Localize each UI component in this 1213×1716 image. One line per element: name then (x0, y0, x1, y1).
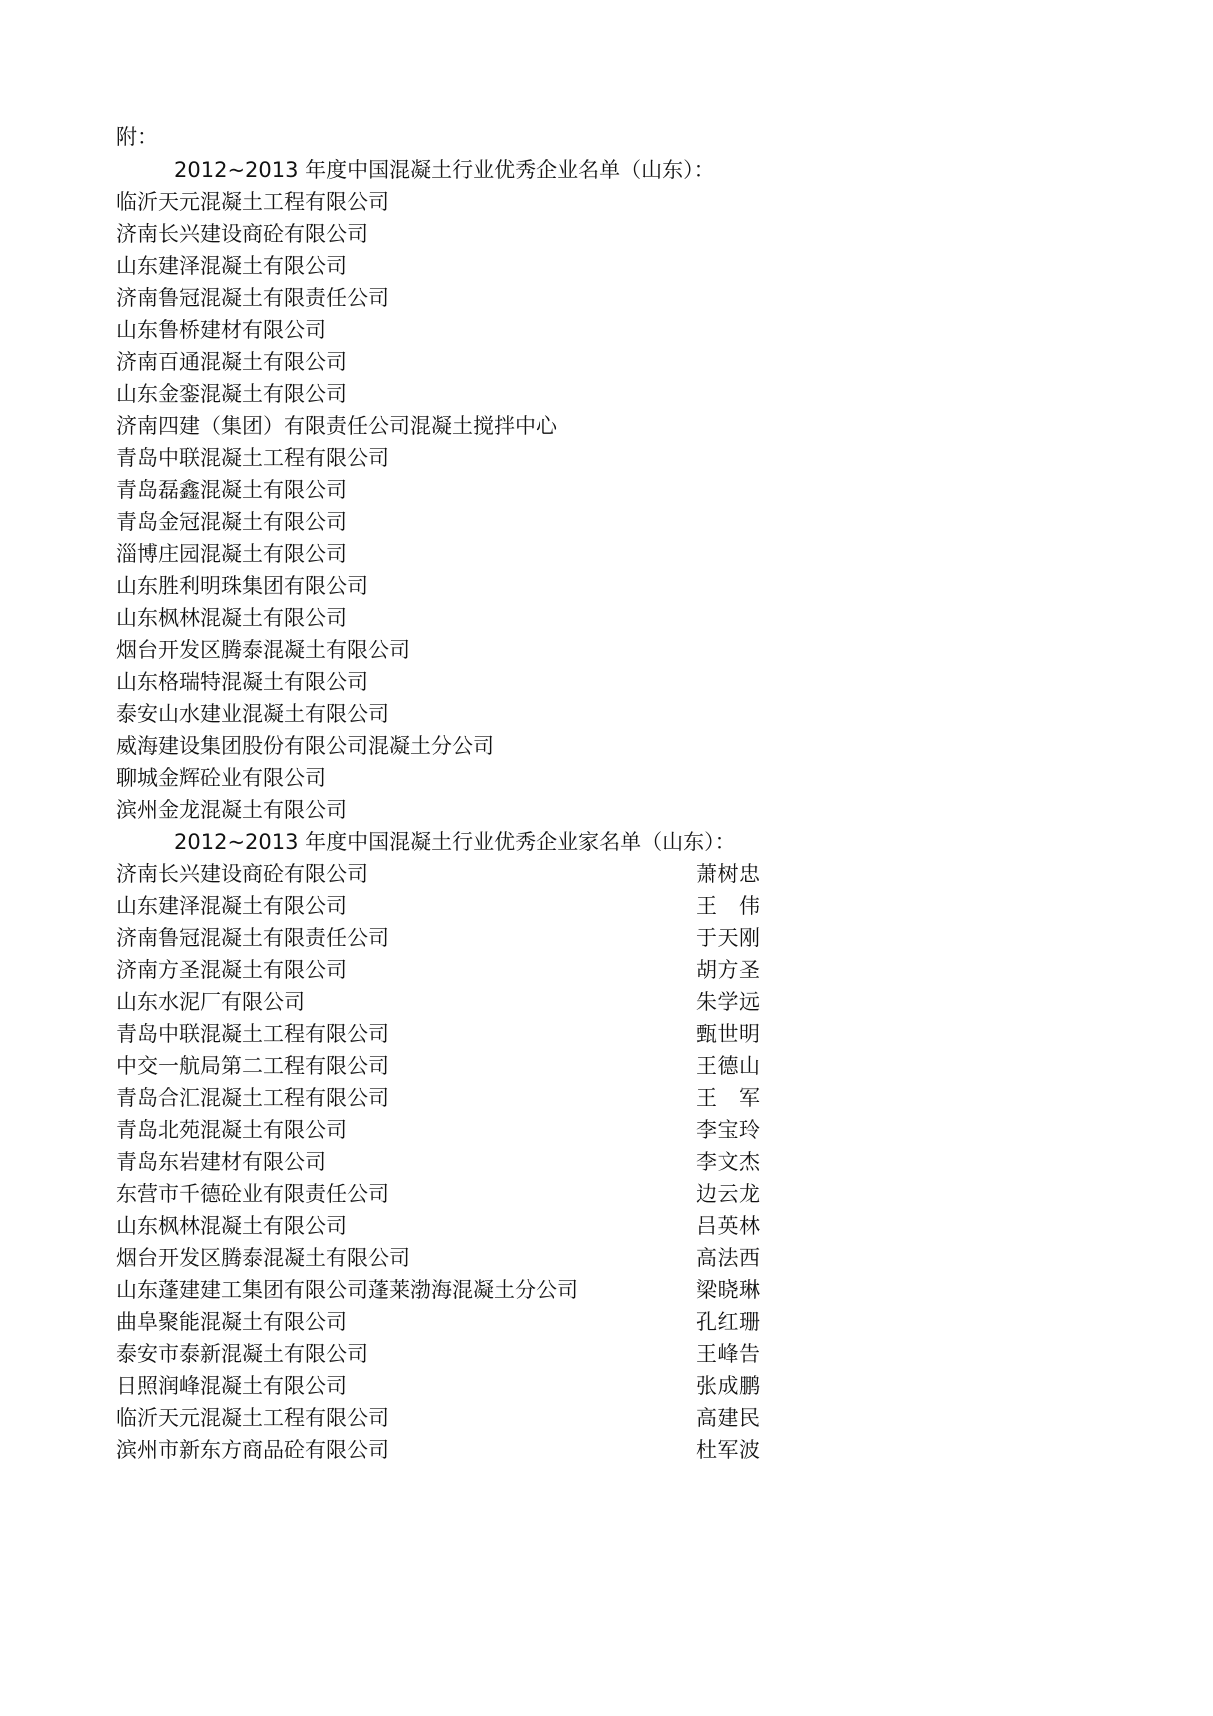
person-name: 吕英林 (696, 1214, 761, 1238)
table-row (116, 1402, 1116, 1434)
table-row (116, 922, 1116, 954)
list-item: 青岛磊鑫混凝土有限公司 (116, 478, 347, 502)
company-name: 山东水泥厂有限公司 (116, 990, 305, 1014)
company-name: 山东建泽混凝土有限公司 (116, 894, 347, 918)
table-row (116, 954, 1116, 986)
table-row (116, 1242, 1116, 1274)
company-name: 中交一航局第二工程有限公司 (116, 1054, 389, 1078)
list-item: 山东胜利明珠集团有限公司 (116, 574, 368, 598)
list-item: 济南鲁冠混凝土有限责任公司 (116, 286, 389, 310)
table-row (116, 986, 1116, 1018)
list-item: 临沂天元混凝土工程有限公司 (116, 190, 389, 214)
list-item: 青岛中联混凝土工程有限公司 (116, 446, 389, 470)
person-name: 于天刚 (696, 926, 761, 950)
list-item: 济南四建（集团）有限责任公司混凝土搅拌中心 (116, 414, 557, 438)
list-item: 威海建设集团股份有限公司混凝土分公司 (116, 734, 494, 758)
list-item: 泰安山水建业混凝土有限公司 (116, 702, 389, 726)
person-name: 孔红珊 (696, 1310, 761, 1334)
company-name: 东营市千德砼业有限责任公司 (116, 1182, 389, 1206)
list-item: 烟台开发区腾泰混凝土有限公司 (116, 638, 410, 662)
table-row (116, 1018, 1116, 1050)
company-name: 青岛东岩建材有限公司 (116, 1150, 326, 1174)
list-item: 青岛金冠混凝土有限公司 (116, 510, 347, 534)
table-row (116, 1434, 1116, 1466)
table-row (116, 1210, 1116, 1242)
person-name: 李宝玲 (696, 1118, 761, 1142)
list-item: 聊城金辉砼业有限公司 (116, 766, 326, 790)
company-name: 日照润峰混凝土有限公司 (116, 1374, 347, 1398)
list-item: 淄博庄园混凝土有限公司 (116, 542, 347, 566)
person-name: 张成鹏 (696, 1374, 761, 1398)
excellent-enterprises-list (116, 186, 1116, 826)
table-row (116, 1178, 1116, 1210)
person-name: 高建民 (696, 1406, 761, 1430)
company-name: 烟台开发区腾泰混凝土有限公司 (116, 1246, 410, 1270)
table-row (116, 1338, 1116, 1370)
table-row (116, 1370, 1116, 1402)
excellent-enterprises-title: 2012~2013 年度中国混凝土行业优秀企业名单（山东）： (174, 158, 715, 182)
company-name: 青岛合汇混凝土工程有限公司 (116, 1086, 389, 1110)
table-row (116, 1050, 1116, 1082)
company-name: 山东蓬建建工集团有限公司蓬莱渤海混凝土分公司 (116, 1278, 578, 1302)
person-name: 梁晓琳 (696, 1278, 761, 1302)
person-name: 高法西 (696, 1246, 761, 1270)
person-name: 王 军 (696, 1086, 761, 1110)
excellent-entrepreneurs-title: 2012~2013 年度中国混凝土行业优秀企业家名单（山东）： (174, 830, 736, 854)
company-name: 济南长兴建设商砼有限公司 (116, 862, 368, 886)
person-name: 王德山 (696, 1054, 761, 1078)
company-name: 泰安市泰新混凝土有限公司 (116, 1342, 368, 1366)
company-name: 曲阜聚能混凝土有限公司 (116, 1310, 347, 1334)
company-name: 青岛北苑混凝土有限公司 (116, 1118, 347, 1142)
table-row (116, 1274, 1116, 1306)
list-item: 山东鲁桥建材有限公司 (116, 318, 326, 342)
list-item: 山东枫林混凝土有限公司 (116, 606, 347, 630)
company-name: 济南鲁冠混凝土有限责任公司 (116, 926, 389, 950)
person-name: 萧树忠 (696, 862, 761, 886)
company-name: 山东枫林混凝土有限公司 (116, 1214, 347, 1238)
person-name: 王峰告 (696, 1342, 761, 1366)
list-item: 济南百通混凝土有限公司 (116, 350, 347, 374)
person-name: 杜军波 (696, 1438, 761, 1462)
excellent-entrepreneurs-list (116, 858, 1116, 1466)
person-name: 李文杰 (696, 1150, 761, 1174)
person-name: 王 伟 (696, 894, 761, 918)
table-row (116, 1114, 1116, 1146)
person-name: 朱学远 (696, 990, 761, 1014)
table-row (116, 890, 1116, 922)
list-item: 山东金銮混凝土有限公司 (116, 382, 347, 406)
document-page (116, 120, 1116, 1466)
list-item: 滨州金龙混凝土有限公司 (116, 798, 347, 822)
table-row (116, 1146, 1116, 1178)
company-name: 临沂天元混凝土工程有限公司 (116, 1406, 389, 1430)
table-row (116, 858, 1116, 890)
list-item: 山东格瑞特混凝土有限公司 (116, 670, 368, 694)
person-name: 甄世明 (696, 1022, 761, 1046)
list-item: 济南长兴建设商砼有限公司 (116, 222, 368, 246)
table-row (116, 1306, 1116, 1338)
company-name: 济南方圣混凝土有限公司 (116, 958, 347, 982)
person-name: 边云龙 (696, 1182, 761, 1206)
person-name: 胡方圣 (696, 958, 761, 982)
table-row (116, 1082, 1116, 1114)
list-item: 山东建泽混凝土有限公司 (116, 254, 347, 278)
attachment-label: 附： (116, 125, 158, 149)
company-name: 青岛中联混凝土工程有限公司 (116, 1022, 389, 1046)
company-name: 滨州市新东方商品砼有限公司 (116, 1438, 389, 1462)
